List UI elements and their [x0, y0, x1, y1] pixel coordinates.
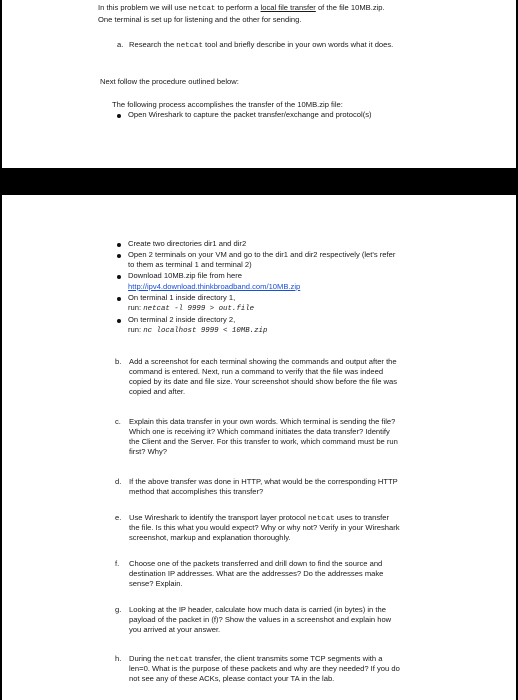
question-e-line: the file. Is this what you would expect? Why or why not? Verify in your Wireshark [129, 523, 400, 532]
netcat-code: netcat [188, 5, 216, 13]
question-e-label: e. [115, 513, 122, 522]
intro-text: In this problem we will use [98, 3, 189, 12]
bullet-terminal1: On terminal 1 inside directory 1, [128, 293, 236, 302]
question-f-line: sense? Explain. [129, 579, 183, 588]
question-c-line: the Client and the Server. For this transfer to work, which command must be run [129, 437, 398, 446]
page-separator [0, 168, 518, 195]
question-h-text-part: During the [129, 654, 167, 663]
document-page-top [0, 0, 518, 168]
bullet-icon [117, 243, 121, 247]
question-f-line: Choose one of the packets transferred and drill down to find the source and [129, 559, 383, 568]
question-a-text-part: Research the [129, 40, 177, 49]
local-file-transfer-link[interactable]: local file transfer [260, 3, 316, 12]
bullet-download: Download 10MB.zip file from here [128, 271, 242, 280]
document-page-bottom [0, 195, 518, 700]
question-h-line: not see any of these ACKs, please contact your TA in the lab. [129, 674, 335, 683]
bullet-open-terminals-l2: to them as terminal 1 and terminal 2) [128, 260, 252, 269]
terminal1-run-line [128, 303, 254, 314]
question-g-line: payload of the packet in (f)? Show the values in a screenshot and explain how [129, 615, 392, 624]
bullet-icon [117, 297, 121, 301]
netcat-code: netcat [176, 42, 203, 50]
bullet-icon [117, 254, 121, 258]
question-b-line: Add a screenshot for each terminal showing the commands and output after the [129, 357, 397, 366]
question-f-label: f. [115, 559, 120, 568]
question-c-line: Explain this data transfer in your own words. Which terminal is sending the file? [129, 417, 396, 426]
question-b-label: b. [115, 357, 122, 366]
question-c-line: first? Why? [129, 447, 167, 456]
intro-text: to perform a [215, 3, 261, 12]
question-g-label: g. [115, 605, 122, 614]
question-d-line: If the above transfer was done in HTTP, what would be the corresponding HTTP [129, 477, 398, 486]
bullet-icon [117, 275, 121, 279]
netcat-listen-command: netcat -l 9999 > out.file [143, 305, 255, 313]
question-a-text [129, 40, 393, 51]
question-b-line: command is entered. Next, run a command to verify that the file was indeed [129, 367, 384, 376]
process-line: The following process accomplishes the transfer of the 10MB.zip file: [112, 100, 343, 109]
question-a-label: a. [117, 40, 124, 49]
question-f-line: destination IP addresses. What are the addresses? Do the addresses make [129, 569, 384, 578]
bullet-icon [117, 319, 121, 323]
question-c-label: c. [115, 417, 121, 426]
bullet-icon [117, 114, 121, 118]
terminal2-run-line [128, 325, 267, 336]
bullet-open-terminals-l1: Open 2 terminals on your VM and go to the dir1 and dir2 respectively (let's refer [128, 250, 396, 259]
netcat-code: netcat [307, 515, 335, 523]
question-h-label: h. [115, 654, 122, 663]
question-g-line: you arrived at your answer. [129, 625, 221, 634]
question-g-line: Looking at the IP header, calculate how much data is carried (in bytes) in the [129, 605, 386, 614]
question-b-line: copied and after. [129, 387, 186, 396]
page-edge-left [0, 195, 2, 700]
intro-text: of the file 10MB.zip. [315, 3, 385, 12]
intro-line-2: One terminal is set up for listening and the other for sending. [98, 15, 302, 24]
next-follow-heading: Next follow the procedure outlined below: [100, 77, 239, 86]
bullet-wireshark: Open Wireshark to capture the packet transfer/exchange and protocol(s) [128, 110, 372, 119]
bullet-terminal2: On terminal 2 inside directory 2, [128, 315, 236, 324]
question-c-line: Which one is receiving it? Which command initiates the data transfer? Identify [129, 427, 390, 436]
question-b-line: copied by its date and file size. Your screenshot should show before the file was [129, 377, 398, 386]
bullet-create-dirs: Create two directories dir1 and dir2 [128, 239, 247, 248]
page-edge-left [0, 0, 2, 168]
download-link[interactable]: http://ipv4.download.thinkbroadband.com/10MB.zip [128, 282, 301, 291]
question-h-line: len=0. What is the purpose of these packets and why are they needed? If you do [129, 664, 400, 673]
run-label: run: [128, 303, 144, 312]
intro-line-1 [98, 3, 385, 14]
question-d-label: d. [115, 477, 122, 486]
question-e-text-part: uses to transfer [334, 513, 390, 522]
question-a-text-part: tool and briefly describe in your own words what it does. [202, 40, 394, 49]
question-h-text-part: transfer, the client transmits some TCP segments with a [192, 654, 383, 663]
question-d-line: method that accomplishes this transfer? [129, 487, 264, 496]
run-label: run: [128, 325, 144, 334]
netcat-code: netcat [166, 656, 193, 664]
question-e-line: screenshot, markup and explanation thoroughly. [129, 533, 291, 542]
question-e-text-part: Use Wireshark to identify the transport layer protocol [129, 513, 308, 522]
nc-send-command: nc localhost 9999 < 10MB.zip [143, 327, 268, 335]
